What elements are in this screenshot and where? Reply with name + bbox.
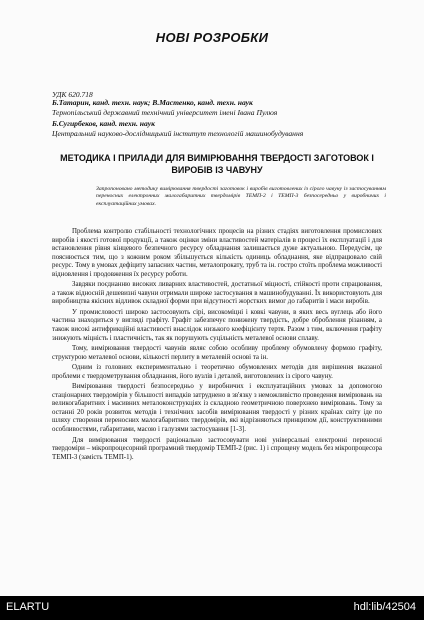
udc-code: УДК 620.718: [52, 90, 93, 99]
affiliation-1: Тернопільський державний технічний університет імені Івана Пулюя: [52, 108, 278, 118]
authors-block: [52, 98, 382, 140]
affiliation-2: Центральний науково-дослідницький інститут технологій машинобудування: [52, 129, 304, 139]
abstract: Запропоновано методику вимірювання твердості заготовок і виробів виготовлених із сірого чавуну із застосуванням переносних електронних малогабаритних твердомірів ТЕМП-2 і ТЕМП-3 безпосередньо у виробничих і експлуатаційних умовах.: [96, 186, 386, 207]
paragraph: Вимірювання твердості безпосередньо у виробничих і експлуатаційних умовах за допомогою стаціонарних твердомірів у більшості випадків затруднено в зв'язку з неможливістю проведення вимірювань на великогабаритних і масивних металоконструкціях із складною геометричною поверхнею вимірювань. Тому за останні 20 років розвиток методів і технічних засобів вимірювання твердості у різних країнах світу іде по шляху створення переносних малогабаритних твердомірів, які відрізняються принципом дії, конструктивними особливостями, габаритами, масою і галузями застосування [1-3].: [52, 383, 382, 434]
section-title: НОВІ РОЗРОБКИ: [155, 30, 269, 45]
repository-name[interactable]: ELARTU: [6, 601, 50, 613]
paragraph: Для вимірювання твердості раціонально застосовувати нові універсальні електронні переносні твердоміри – мікропроцесорний програмний твердомір ТЕМП-2 (рис. 1) і спрощену модель без мікропроцесора ТЕМП-3 (замість ТЕМП-1).: [52, 436, 382, 461]
paragraph: У промисловості широко застосовують сірі, високоміцні і ковкі чавуни, в яких весь вуглець або його частина знаходиться у вигляді графіту. Графіт забезпечує понижену твердість, добре оброблення різанням, а також високі антифрикційні властивості внаслідок низького коефіцієнту тертя. Разом з тим, включення графіту знижують міцність і пластичність, так як порушують суцільність металевої основи сплаву.: [52, 308, 382, 342]
article-title: МЕТОДИКА І ПРИЛАДИ ДЛЯ ВИМІРЮВАННЯ ТВЕРДОСТІ ЗАГОТОВОК І ВИРОБІВ ІЗ ЧАВУНУ: [60, 153, 374, 175]
authors-line-2: Б.Сугирбеков, канд. техн. наук: [52, 118, 155, 128]
repository-footer: [0, 596, 424, 620]
handle-id[interactable]: hdl:lib/42504: [353, 601, 416, 613]
paragraph: Одним із головних експериментально і теоретично обумовлених методів для вирішення вказаної проблеми є твердометрування обладнання, його вузлів і деталей, виготовлених із сірого чавуну.: [52, 364, 382, 380]
paragraph: Проблема контролю стабільності технологічних процесів на різних стадіях виготовлення промислових виробів і якості готової продукції, а також оцінки зміни властивостей матеріалів в процесі їх експлуатації і для встановлення рівня кінцевого безпечного ресурсу обладнання залишається дуже актуальною. Передусім, це пояснюється тим, що з кожним роком збільшується кількість одиниць обладнання, яке відпрацювало свій ресурс. Тому в умовах дефіциту запасних частин, металопрокату, труб та ін. гостро стоїть проблема можливості відновлення і продовження їх ресурсу роботи.: [52, 228, 382, 278]
paragraph: Завдяки поєднанню високих ливарних властивостей, достатньої міцності, стійкості проти спрацювання, а також відносній дешевизні чавуни отримали широке застосування в машинобудуванні. Їх використовують для виробництва якісних відливок складної форми при відсутності жорстких вимог до габаритів і маси виробів.: [52, 281, 382, 306]
authors-line-1: Б.Татарин, канд. техн. наук; В.Мастенко, канд. техн. наук: [52, 98, 253, 107]
paragraph: Тому, вимірювання твердості чавунів являє собою особливу проблему обумовлену формою графіту, структурою металевої основи, кількості перлиту в металевій основі та ін.: [52, 345, 382, 361]
article-body: [52, 228, 382, 464]
